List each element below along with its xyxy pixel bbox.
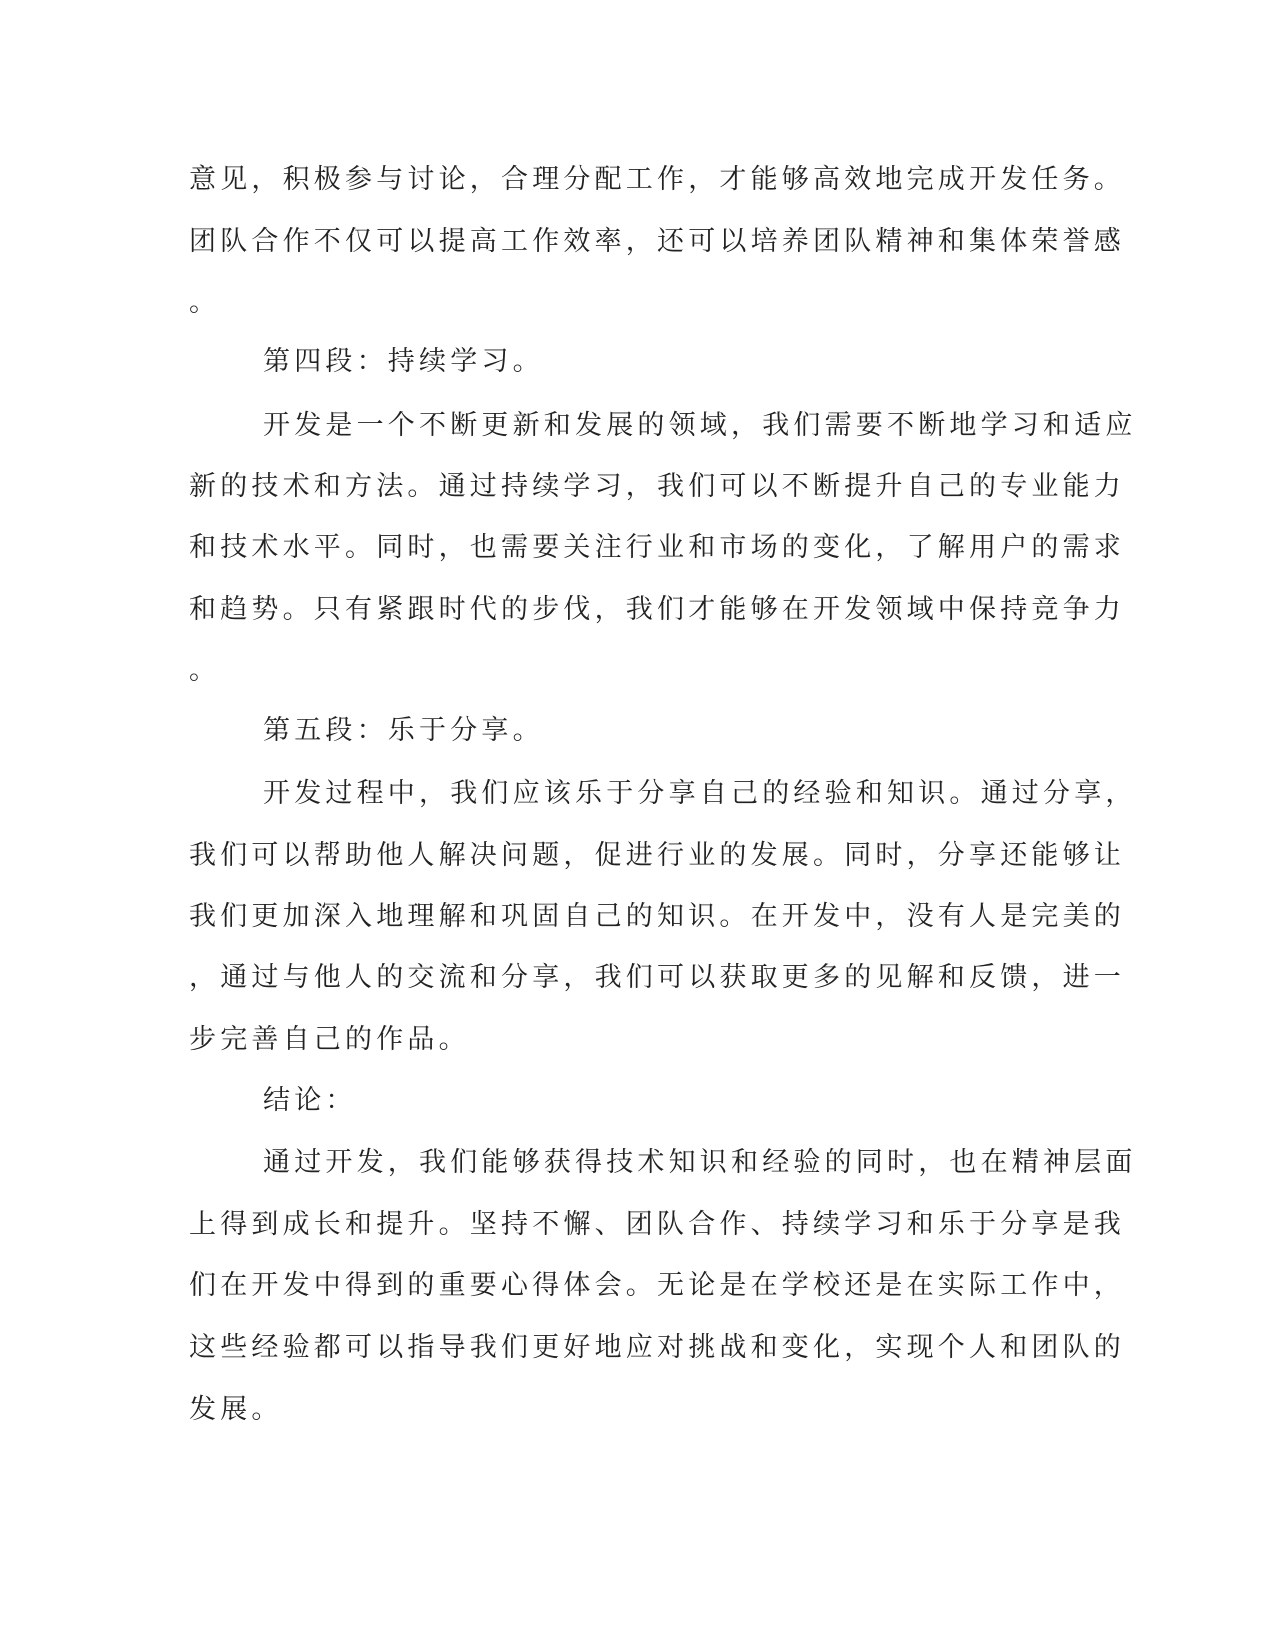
text-line: ，通过与他人的交流和分享，我们可以获取更多的见解和反馈，进一	[189, 962, 1125, 993]
text-line: 。	[189, 287, 221, 318]
section-heading-4: 第四段：持续学习。	[263, 346, 544, 377]
text-line: 们在开发中得到的重要心得体会。无论是在学校还是在实际工作中，	[189, 1270, 1125, 1301]
text-line: 团队合作不仅可以提高工作效率，还可以培养团队精神和集体荣誉感	[189, 226, 1125, 257]
text-line: 通过开发，我们能够获得技术知识和经验的同时，也在精神层面	[263, 1147, 1137, 1178]
text-line: 我们更加深入地理解和巩固自己的知识。在开发中，没有人是完美的	[189, 901, 1125, 932]
text-line: 和趋势。只有紧跟时代的步伐，我们才能够在开发领域中保持竞争力	[189, 594, 1125, 625]
text-line: 新的技术和方法。通过持续学习，我们可以不断提升自己的专业能力	[189, 471, 1125, 502]
text-line: 开发是一个不断更新和发展的领域，我们需要不断地学习和适应	[263, 410, 1137, 441]
text-line: 开发过程中，我们应该乐于分享自己的经验和知识。通过分享，	[263, 778, 1137, 809]
text-line: 我们可以帮助他人解决问题，促进行业的发展。同时，分享还能够让	[189, 840, 1125, 871]
text-line: 发展。	[189, 1394, 283, 1425]
section-heading-5: 第五段：乐于分享。	[263, 715, 544, 746]
text-line: 这些经验都可以指导我们更好地应对挑战和变化，实现个人和团队的	[189, 1332, 1125, 1363]
text-line: 意见，积极参与讨论，合理分配工作，才能够高效地完成开发任务。	[189, 164, 1125, 195]
text-line: 和技术水平。同时，也需要关注行业和市场的变化，了解用户的需求	[189, 532, 1125, 563]
conclusion-heading: 结论：	[263, 1085, 357, 1116]
text-line: 上得到成长和提升。坚持不懈、团队合作、持续学习和乐于分享是我	[189, 1209, 1125, 1240]
text-line: 步完善自己的作品。	[189, 1024, 470, 1055]
text-line: 。	[189, 655, 221, 686]
